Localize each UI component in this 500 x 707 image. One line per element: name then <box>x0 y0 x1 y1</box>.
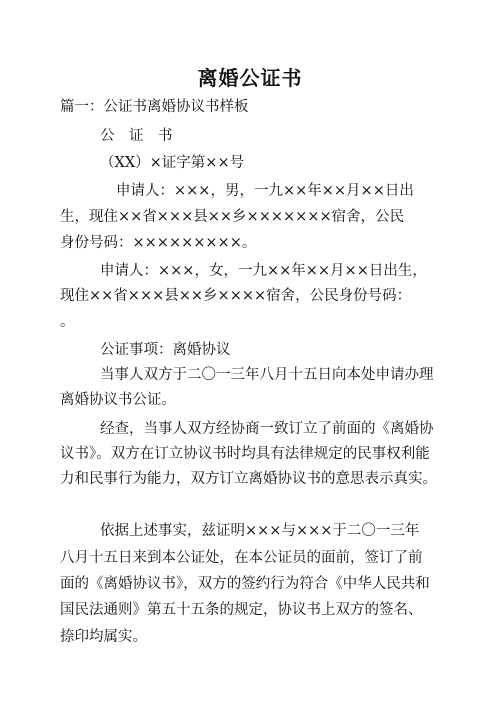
text-line: 议书》。双方在订立协议书时均具有法律规定的民事权利能 <box>60 446 430 462</box>
certificate-number: （XX）×证字第××号 <box>100 155 245 171</box>
section-heading: 篇一：公证书离婚协议书样板 <box>60 99 249 115</box>
text-line: 现住××省×××县××乡××××宿舍，公民身份号码： <box>60 288 412 304</box>
text-line: 经查，当事人双方经协商一致订立了前面的《离婚协 <box>100 421 434 437</box>
notarization-matter: 公证事项：离婚协议 <box>100 342 231 358</box>
text-line: 国民法通则》第五十五条的规定，协议书上双方的签名、 <box>60 602 423 618</box>
text-line: 申请人：×××，男，一九××年××月××日出 <box>116 183 414 199</box>
text-line: 申请人：×××，女，一九××年××月××日出生， <box>100 263 427 279</box>
text-line: 身份号码：×××××××××。 <box>60 235 257 251</box>
text-line: 生，现住××省×××县××乡×××××××宿舍，公民 <box>60 209 405 225</box>
certificate-heading: 公 证 书 <box>100 128 173 144</box>
text-line: 捺印均属实。 <box>60 629 147 645</box>
text-line: 面的《离婚协议书》，双方的签约行为符合《中华人民共和 <box>60 576 430 592</box>
text-line: 。 <box>60 314 75 330</box>
text-line: 当事人双方于二〇一三年八月十五日向本处申请办理 <box>100 367 434 383</box>
document-title: 离婚公证书 <box>197 66 303 90</box>
text-line: 八月十五日来到本公证处，在本公证员的面前，签订了前 <box>60 550 423 566</box>
text-line: 力和民事行为能力，双方订立离婚协议书的意思表示真实。 <box>60 471 437 487</box>
text-line: 依据上述事实，兹证明×××与×××于二〇一三年 <box>100 523 420 539</box>
text-line: 离婚协议书公证。 <box>60 392 176 408</box>
